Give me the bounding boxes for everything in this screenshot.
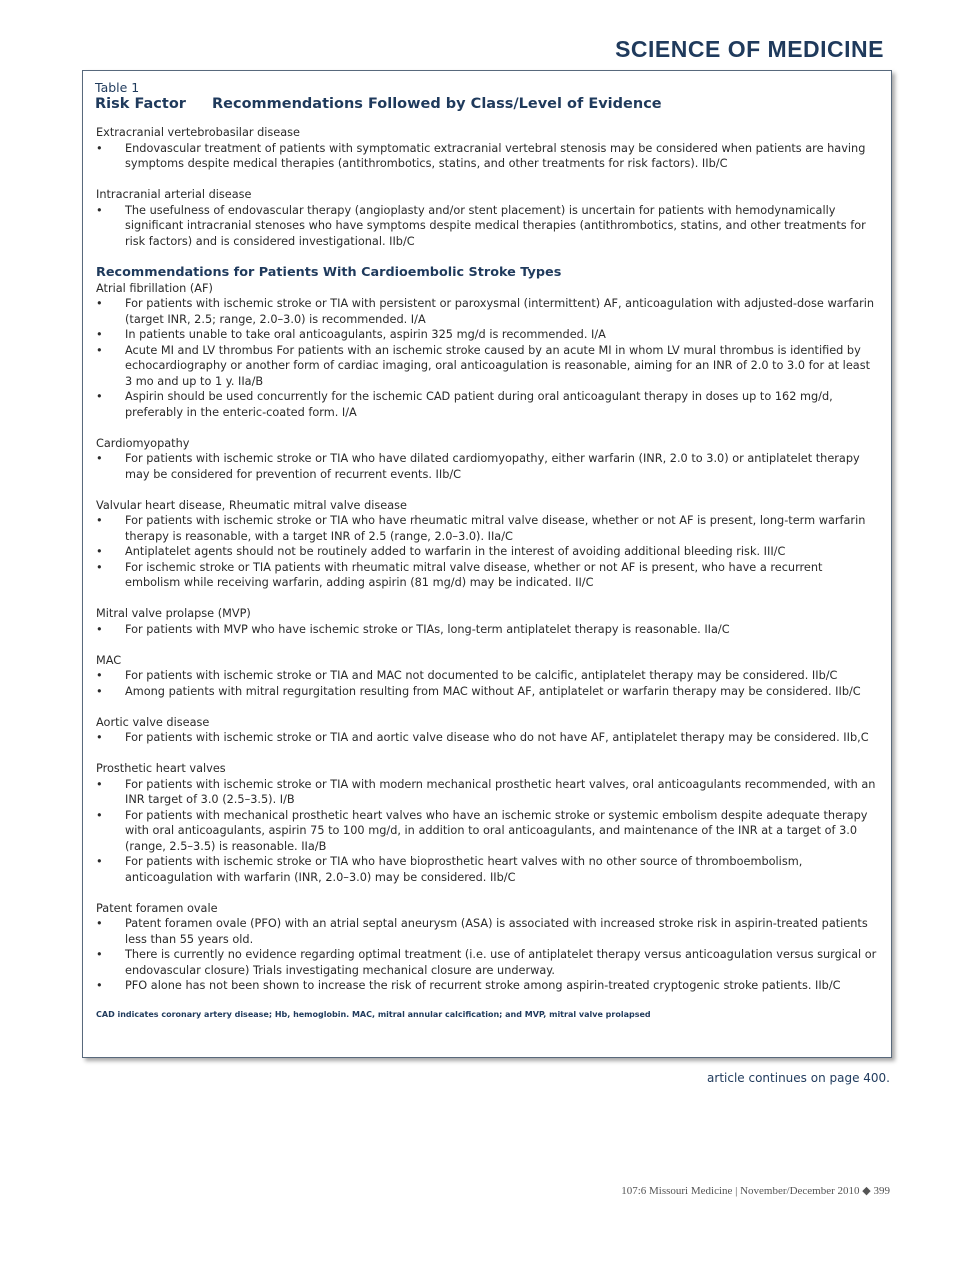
page-footer: 107:6 Missouri Medicine | November/December 2010 ◆ 399	[621, 1185, 890, 1197]
recommendation-item: • Patent foramen ovale (PFO) with an atrial septal aneurysm (ASA) is associated with increased stroke risk in aspirin-treated patients less than 55 years old.	[96, 916, 880, 947]
risk-factor-group	[96, 715, 880, 746]
risk-factor-group	[96, 761, 880, 885]
risk-factor-group	[96, 125, 880, 172]
table-footnote: CAD indicates coronary artery disease; Hb, hemoglobin. MAC, mitral annular calcification; and MVP, mitral valve prolapsed	[96, 1010, 651, 1019]
risk-factor-group	[96, 901, 880, 994]
risk-factor-title: MAC	[96, 653, 122, 667]
article-continues-note: article continues on page 400.	[707, 1071, 890, 1085]
recommendation-list	[96, 203, 880, 250]
risk-factor-title: Prosthetic heart valves	[96, 762, 226, 775]
risk-factor-group	[96, 436, 880, 483]
risk-factor-title: Extracranial vertebrobasilar disease	[96, 126, 301, 139]
groups-section-2	[96, 281, 880, 994]
risk-factor-title: Atrial fibrillation (AF)	[96, 281, 213, 295]
recommendation-item: • The usefulness of endovascular therapy (angioplasty and/or stent placement) is uncertain for patients with hemodynamically significant intracranial stenoses who have symptoms despite medical therapies (antithrombotics, statins, and other treatments for risk factors) and is considered investigational. IIb/C	[96, 203, 880, 250]
table-header	[95, 96, 662, 112]
recommendation-list	[96, 777, 880, 886]
recommendation-item: • For patients with ischemic stroke or TIA and aortic valve disease who do not have AF, antiplatelet therapy may be considered. IIb,C	[96, 730, 880, 746]
recommendations-heading: Recommendations Followed by Class/Level of Evidence	[212, 96, 662, 112]
recommendation-list	[96, 141, 880, 172]
risk-factor-title: Intracranial arterial disease	[96, 188, 252, 201]
section-title: SCIENCE OF MEDICINE	[615, 36, 884, 62]
recommendation-item: • In patients unable to take oral anticoagulants, aspirin 325 mg/d is recommended. I/A	[96, 327, 880, 343]
recommendation-item: • Among patients with mitral regurgitation resulting from MAC without AF, antiplatelet or warfarin therapy may be considered. IIb/C	[96, 684, 880, 700]
recommendation-item: • For patients with ischemic stroke or TIA who have rheumatic mitral valve disease, whether or not AF is present, long-term warfarin therapy is reasonable, with a target INR of 2.5 (range, 2.0–3.0). IIa/C	[96, 513, 880, 544]
recommendation-item: • Acute MI and LV thrombus For patients with an ischemic stroke caused by an acute MI in whom LV mural thrombus is identified by echocardiography or another form of cardiac imaging, oral anticoagulation is reasonable, aiming for an INR of 2.0 to 3.0 for at least 3 mo and up to 1 y. IIa/B	[96, 343, 880, 390]
recommendation-item: • For patients with ischemic stroke or TIA with modern mechanical prosthetic heart valves, oral anticoagulants recommended, with an INR target of 3.0 (2.5–3.5). I/B	[96, 777, 880, 808]
risk-factor-group	[96, 187, 880, 249]
recommendation-item: • There is currently no evidence regarding optimal treatment (i.e. use of antiplatelet therapy versus anticoagulation versus surgical or endovascular closure) Trials investigating mechanical closure are underway.	[96, 947, 880, 978]
recommendation-list	[96, 916, 880, 994]
table-label: Table 1	[95, 80, 140, 95]
risk-factor-group	[96, 653, 880, 700]
recommendation-item: • For patients with ischemic stroke or TIA who have dilated cardiomyopathy, either warfarin (INR, 2.0 to 3.0) or antiplatelet therapy may be considered for prevention of recurrent events. IIb/C	[96, 451, 880, 482]
recommendation-item: • PFO alone has not been shown to increase the risk of recurrent stroke among aspirin-treated cryptogenic stroke patients. IIb/C	[96, 978, 880, 994]
recommendation-item: • For patients with ischemic stroke or TIA and MAC not documented to be calcific, antiplatelet therapy may be considered. IIb/C	[96, 668, 880, 684]
recommendation-item: • For patients with MVP who have ischemic stroke or TIAs, long-term antiplatelet therapy is reasonable. IIa/C	[96, 622, 880, 638]
groups-section-1	[96, 125, 880, 249]
risk-factor-title: Aortic valve disease	[96, 715, 210, 729]
table-box	[82, 70, 892, 1058]
risk-factor-group	[96, 498, 880, 591]
recommendation-list	[96, 622, 880, 638]
table-content	[96, 125, 880, 1023]
recommendation-list	[96, 513, 880, 591]
risk-factor-title: Patent foramen ovale	[96, 901, 218, 915]
recommendation-item: • For ischemic stroke or TIA patients with rheumatic mitral valve disease, whether or not AF is present, who have a recurrent embolism while receiving warfarin, adding aspirin (81 mg/d) may be indicated. II/C	[96, 560, 880, 591]
recommendation-list	[96, 296, 880, 420]
recommendation-list	[96, 730, 880, 746]
risk-factor-title: Cardiomyopathy	[96, 436, 190, 450]
recommendation-item: • For patients with ischemic stroke or TIA with persistent or paroxysmal (intermittent) AF, anticoagulation with adjusted-dose warfarin (target INR, 2.5; range, 2.0–3.0) is recommended. I/A	[96, 296, 880, 327]
recommendation-list	[96, 451, 880, 482]
risk-factor-group	[96, 606, 880, 637]
recommendation-item: • For patients with ischemic stroke or TIA who have bioprosthetic heart valves with no other source of thromboembolism, anticoagulation with warfarin (INR, 2.0–3.0) may be considered. IIb/C	[96, 854, 880, 885]
recommendation-list	[96, 668, 880, 699]
risk-factor-heading: Risk Factor	[95, 96, 186, 112]
risk-factor-group	[96, 281, 880, 421]
cardioembolic-subheading: Recommendations for Patients With Cardioembolic Stroke Types	[96, 264, 562, 280]
recommendation-item: • Endovascular treatment of patients with symptomatic extracranial vertebral stenosis may be considered when patients are having symptoms despite medical therapies (antithrombotics, statins, and other treatments for risk factors). IIb/C	[96, 141, 880, 172]
recommendation-item: • Antiplatelet agents should not be routinely added to warfarin in the interest of avoiding additional bleeding risk. III/C	[96, 544, 880, 560]
risk-factor-title: Valvular heart disease, Rheumatic mitral valve disease	[96, 498, 408, 512]
risk-factor-title: Mitral valve prolapse (MVP)	[96, 607, 251, 620]
recommendation-item: • For patients with mechanical prosthetic heart valves who have an ischemic stroke or systemic embolism despite adequate therapy with oral anticoagulants, aspirin 75 to 100 mg/d, in addition to oral anticoagulants, and maintenance of the INR at a target of 3.0 (range, 2.5–3.5) is reasonable. IIa/B	[96, 808, 880, 855]
recommendation-item: • Aspirin should be used concurrently for the ischemic CAD patient during oral anticoagulant therapy in doses up to 162 mg/d, preferably in the enteric-coated form. I/A	[96, 389, 880, 420]
